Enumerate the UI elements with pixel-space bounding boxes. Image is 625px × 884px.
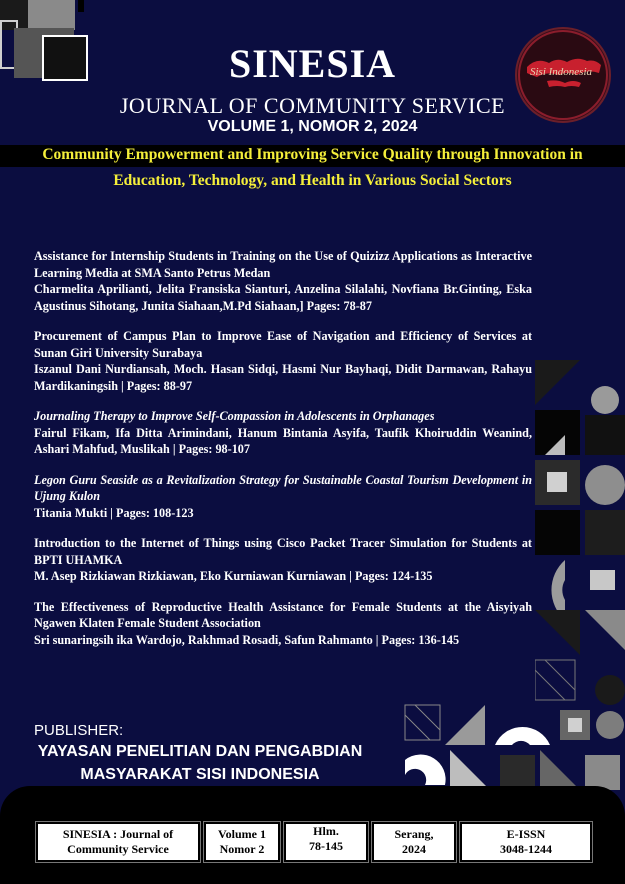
journal-title: SINESIA [228, 41, 397, 86]
article-item[interactable] [34, 248, 532, 314]
footer-cell-issn: E-ISSN 3048-1244 [460, 822, 592, 862]
footer-cell-volume: Volume 1 Nomor 2 [204, 822, 280, 862]
geometric-decoration-bottom [400, 700, 625, 790]
journal-subtitle: JOURNAL OF COMMUNITY SERVICE [119, 93, 506, 118]
footer-info-table [36, 822, 592, 862]
article-title: The Effectiveness of Reproductive Health Assistance for Female Students at the Aisyiyah Ngawen Klaten Female Student Association [34, 599, 532, 630]
article-authors: M. Asep Rizkiawan Rizkiawan, Eko Kurniawan Kurniawan | Pages: 124-135 [34, 569, 433, 583]
article-item[interactable] [34, 408, 532, 458]
article-item[interactable] [34, 328, 532, 394]
article-authors: Fairul Fikam, Ifa Ditta Arimindani, Hanum Bintania Asyifa, Taufik Khoiruddin Weanind, Ashari Mahfud, Muslikah | Pages: 98-107 [34, 425, 532, 456]
article-authors: Titania Mukti | Pages: 108-123 [34, 505, 194, 520]
article-authors: Sri sunaringsih ika Wardojo, Rakhmad Rosadi, Safun Rahmanto | Pages: 136-145 [34, 632, 460, 647]
article-title: Assistance for Internship Students in Training on the Use of Quizizz Applications as Interactive Learning Media at SMA Santo Petrus Medan [34, 249, 532, 280]
article-title: Introduction to the Internet of Things using Cisco Packet Tracer Simulation for Students at BPTI UHAMKA [34, 536, 532, 567]
theme-line-1: Community Empowerment and Improving Service Quality through Innovation in [42, 146, 583, 163]
article-title: Journaling Therapy to Improve Self-Compassion in Adolescents in Orphanages [34, 409, 435, 423]
article-item[interactable] [34, 535, 532, 585]
publisher-name-line-2: MASYARAKAT SISI INDONESIA [80, 766, 320, 783]
footer-cell-journal: SINESIA : Journal of Community Service [36, 822, 200, 862]
footer-cell-place: Serang, 2024 [372, 822, 456, 862]
publisher-label: PUBLISHER: [34, 722, 124, 739]
volume-info: VOLUME 1, NOMOR 2, 2024 [207, 118, 418, 135]
article-title: Procurement of Campus Plan to Improve Ease of Navigation and Efficiency of Services at Sunan Giri University Surabaya [34, 329, 532, 360]
geometric-decoration [535, 360, 625, 710]
article-authors: Iszanul Dani Nurdiansah, Moch. Hasan Sidqi, Hasmi Nur Bayhaqi, Didit Darmawan, Rahayu Mardikaningsih | Pages: 88-97 [34, 362, 532, 393]
article-list [34, 248, 532, 662]
logo-text: Sisi Indonesia [529, 66, 593, 78]
article-authors: Charmelita Aprilianti, Jelita Fransiska Sianturi, Anzelina Silalahi, Novfiana Br.Ginting, Eska Agustinus Sihotang, Junita Siahaan,M.Pd Siahaan,] Pages: 78-87 [34, 282, 532, 313]
publisher-name-line-1: YAYASAN PENELITIAN DAN PENGABDIAN [37, 743, 363, 760]
deco-square-black [78, 0, 84, 12]
article-title: Legon Guru Seaside as a Revitalization Strategy for Sustainable Coastal Tourism Development in Ujung Kulon [34, 472, 532, 503]
article-item[interactable] [34, 472, 532, 522]
theme-line-2: Education, Technology, and Health in Various Social Sectors [113, 172, 512, 189]
footer-cell-pages: Hlm. 78-145 [284, 822, 368, 862]
article-item[interactable] [34, 599, 532, 649]
